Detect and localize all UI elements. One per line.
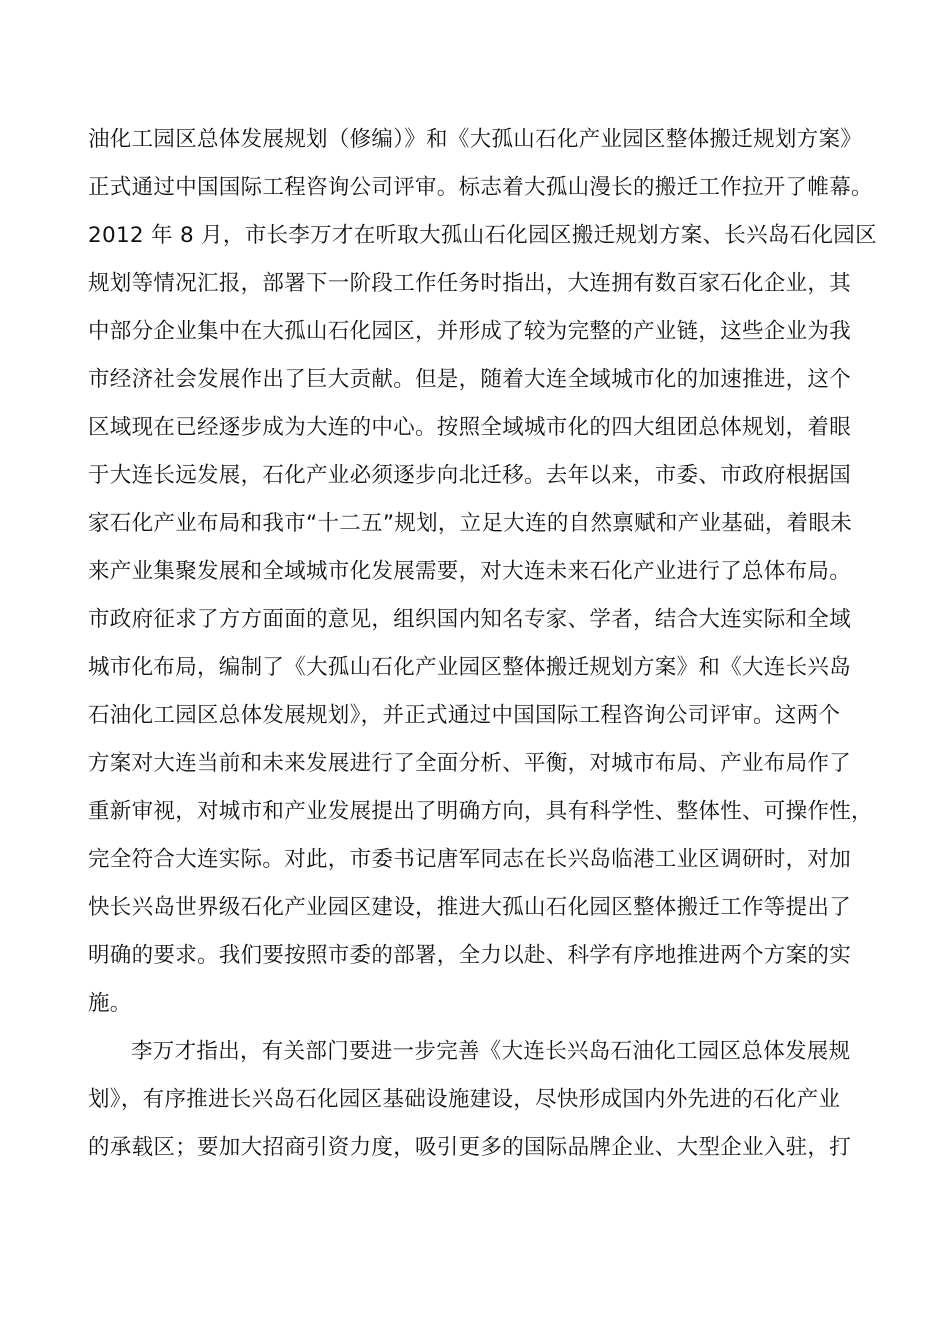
document-body [88,116,878,1172]
text-line: 快长兴岛世界级石化产业园区建设，推进大孤山石化园区整体搬迁工作等提出了 [88,895,852,920]
text-line: 正式通过中国国际工程咨询公司评审。标志着大孤山漫长的搬迁工作拉开了帷幕。 [88,175,873,200]
text-line: 市经济社会发展作出了巨大贡献。但是，随着大连全域城市化的加速推进，这个 [88,367,852,392]
text-line: 2012 年 8 月，市长李万才在听取大孤山石化园区搬迁规划方案、长兴岛石化园区 [88,223,877,248]
text-line: 李万才指出，有关部门要进一步完善《大连长兴岛石油化工园区总体发展规 [131,1039,851,1064]
text-line: 的承载区；要加大招商引资力度，吸引更多的国际品牌企业、大型企业入驻，打 [88,1135,852,1160]
text-line: 于大连长远发展，石化产业必须逐步向北迁移。去年以来，市委、市政府根据国 [88,463,852,488]
text-line: 来产业集聚发展和全域城市化发展需要，对大连未来石化产业进行了总体布局。 [88,559,852,584]
text-line: 油化工园区总体发展规划（修编）》和《大孤山石化产业园区整体搬迁规划方案》 [88,127,863,152]
text-line: 划》，有序推进长兴岛石化园区基础设施建设，尽快形成国内外先进的石化产业 [88,1087,841,1112]
paragraph-1 [88,116,878,1028]
text-line: 规划等情况汇报，部署下一阶段工作任务时指出，大连拥有数百家石化企业，其 [88,271,852,296]
text-line: 城市化布局，编制了《大孤山石化产业园区整体搬迁规划方案》和《大连长兴岛 [88,655,852,680]
text-line: 家石化产业布局和我市“十二五”规划，立足大连的自然禀赋和产业基础，着眼未 [88,511,853,536]
text-line: 施。 [88,991,132,1016]
text-line: 方案对大连当前和未来发展进行了全面分析、平衡，对城市布局、产业布局作了 [88,751,852,776]
text-line: 明确的要求。我们要按照市委的部署，全力以赴、科学有序地推进两个方案的实 [88,943,852,968]
text-line: 市政府征求了方方面面的意见，组织国内知名专家、学者，结合大连实际和全域 [88,607,852,632]
text-line: 石油化工园区总体发展规划》，并正式通过中国国际工程咨询公司评审。这两个 [88,703,841,728]
text-line: 区域现在已经逐步成为大连的中心。按照全域城市化的四大组团总体规划，着眼 [88,415,852,440]
text-line: 重新审视，对城市和产业发展提出了明确方向，具有科学性、整体性、可操作性， [88,799,873,824]
paragraph-2 [88,1028,878,1172]
text-line: 中部分企业集中在大孤山石化园区，并形成了较为完整的产业链，这些企业为我 [88,319,852,344]
text-line: 完全符合大连实际。对此，市委书记唐军同志在长兴岛临港工业区调研时，对加 [88,847,852,872]
